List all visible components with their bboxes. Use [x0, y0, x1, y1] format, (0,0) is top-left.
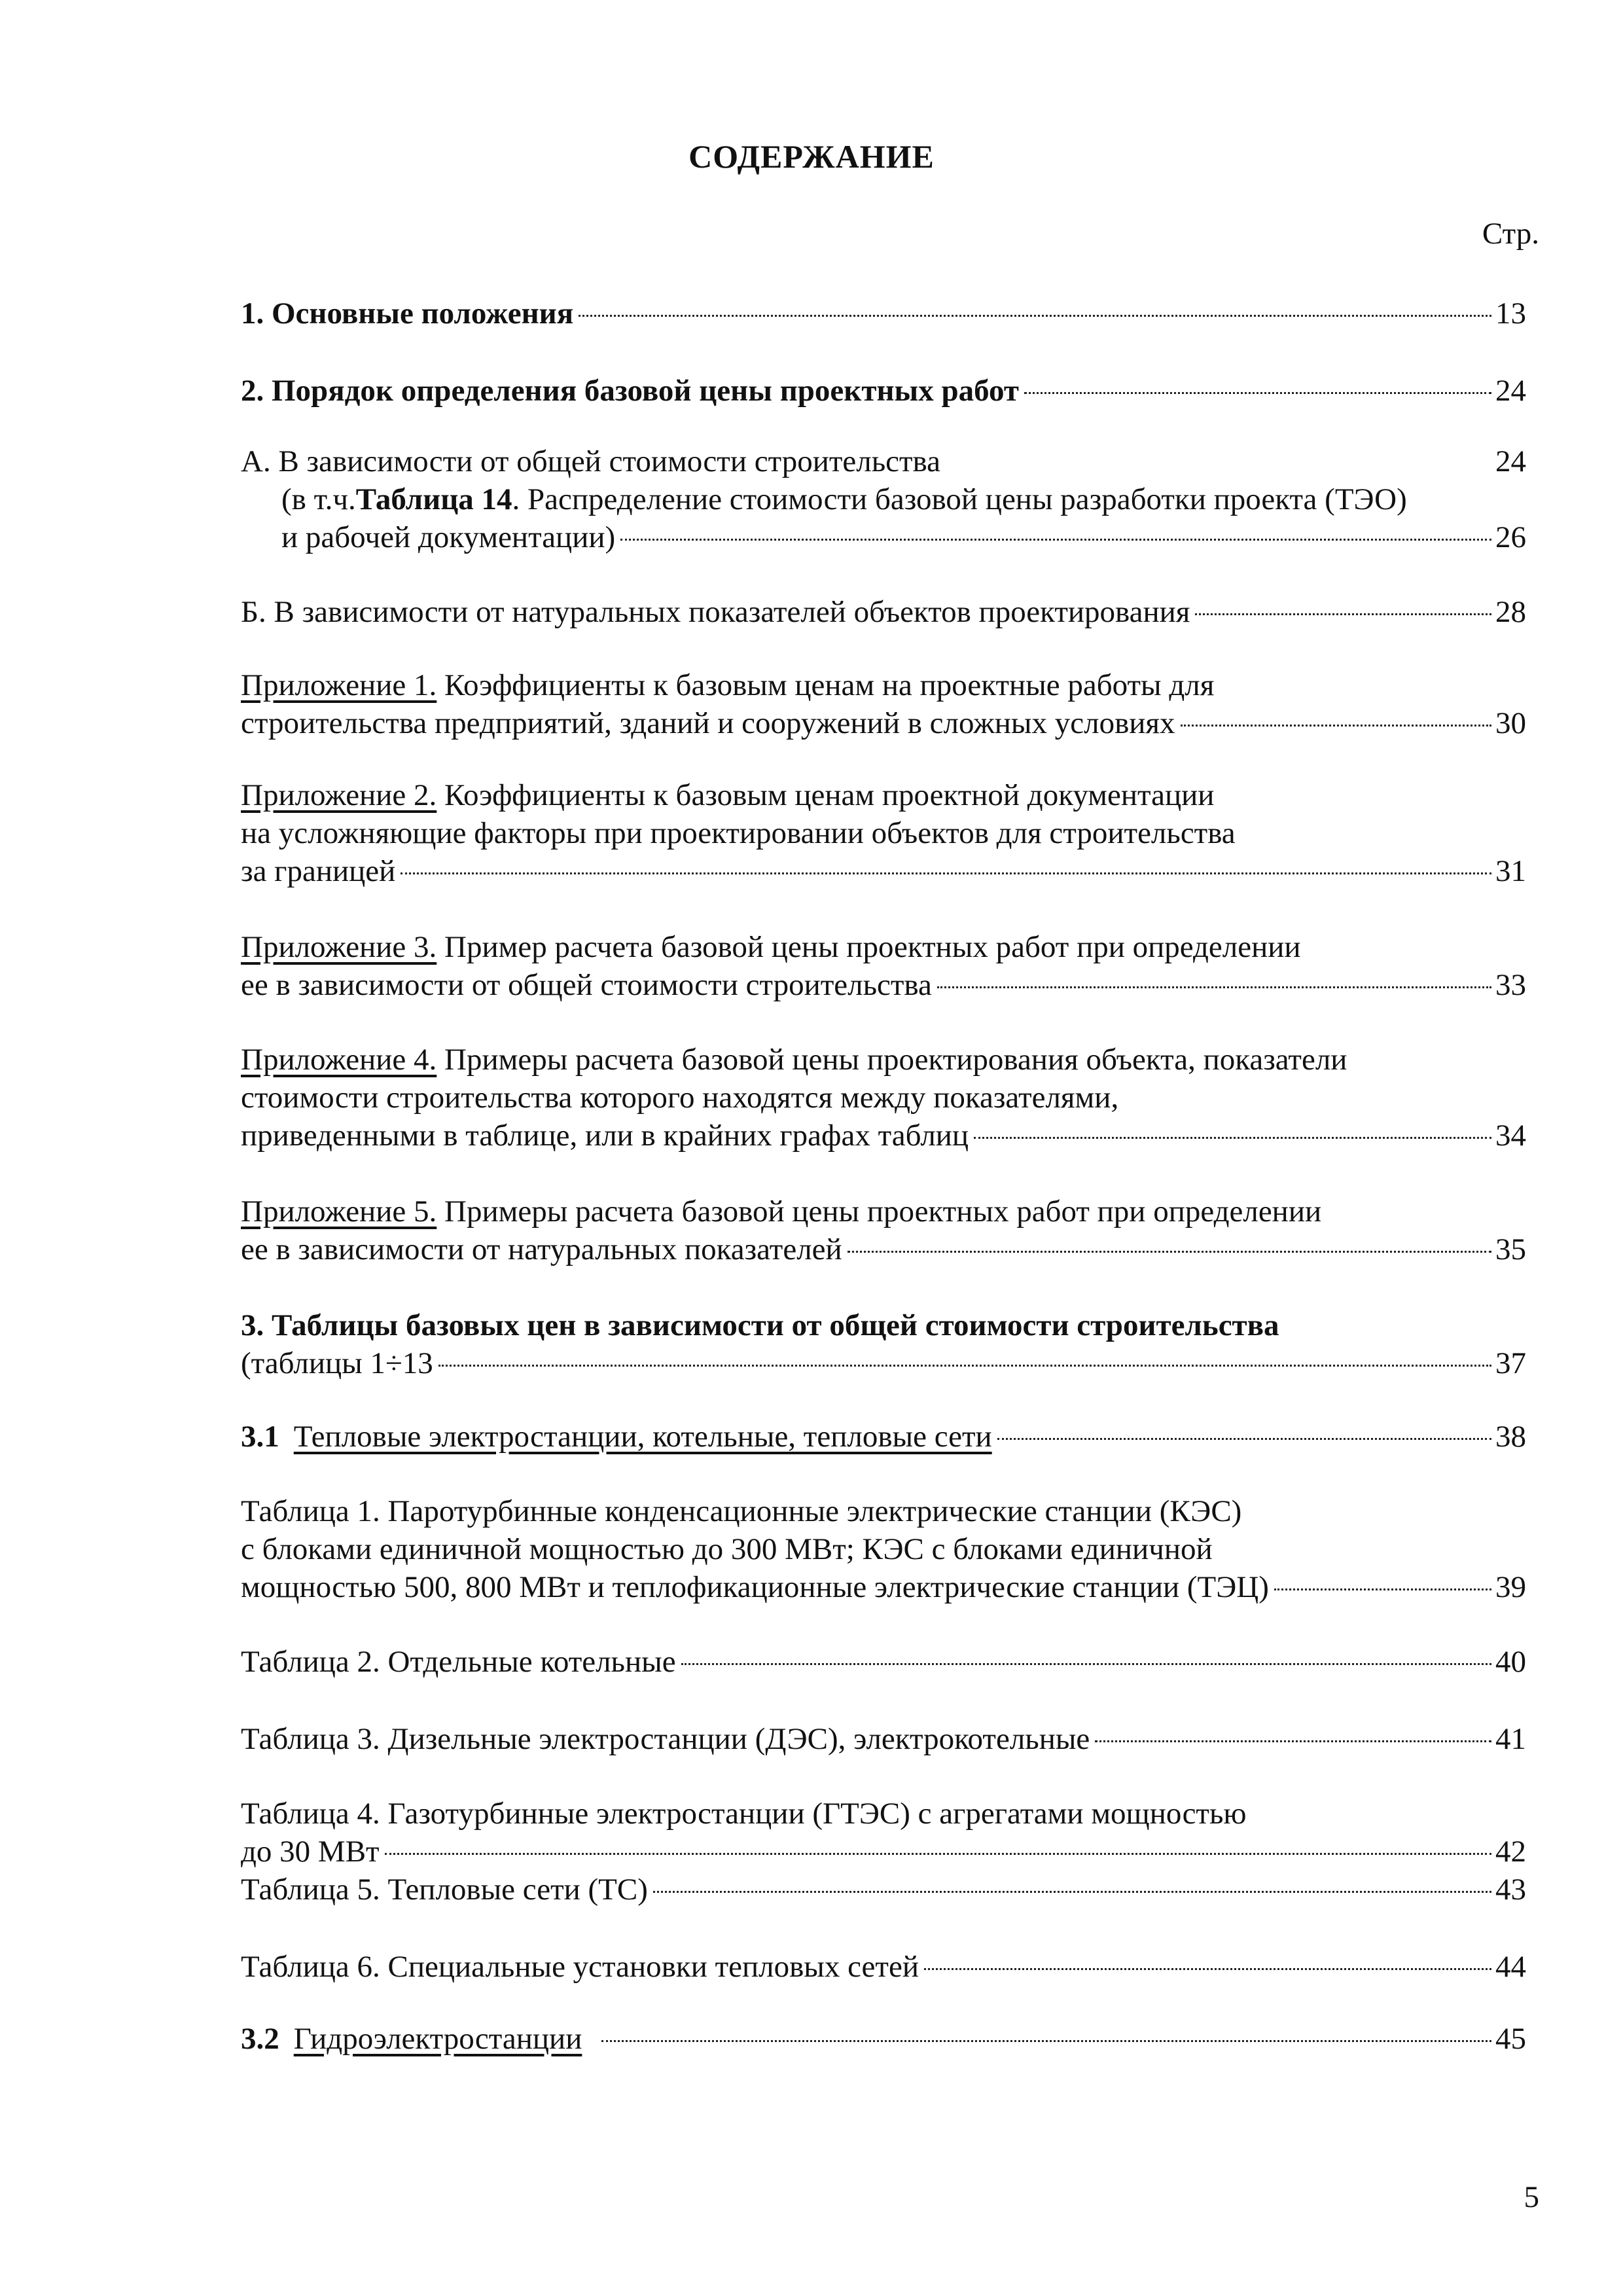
dot-leader [401, 872, 1491, 874]
toc-entry-b[interactable] [241, 593, 1526, 631]
toc-appendix-2[interactable]: Приложение 2. Коэффициенты к базовым ценам проектной документации [241, 778, 1215, 812]
toc-page-number: 28 [1495, 595, 1526, 629]
appendix-link[interactable]: Приложение 2. [241, 778, 437, 812]
toc-page-number: 35 [1495, 1232, 1526, 1266]
page-number: 5 [1524, 2180, 1539, 2214]
toc-page-number: 40 [1495, 1645, 1526, 1679]
dot-leader [997, 1438, 1491, 1440]
appendix-link[interactable]: Приложение 5. [241, 1194, 437, 1229]
toc-section-3[interactable]: 3. Таблицы базовых цен в зависимости от общей стоимости строительства [241, 1308, 1279, 1342]
dot-leader [1274, 1588, 1491, 1590]
toc-subsection-3-1[interactable] [241, 1418, 1526, 1456]
toc-entry-text: 1. Основные положения [241, 296, 574, 331]
toc-page-number: 13 [1495, 296, 1526, 331]
dot-leader [579, 315, 1491, 317]
toc-appendix-4-line3[interactable]: приведенными в таблице, или в крайних графах таблиц 34 [241, 1117, 1526, 1155]
toc-page-number: 38 [1495, 1420, 1526, 1454]
toc-section-3-line2[interactable]: (таблицы 1÷13 37 [241, 1344, 1526, 1382]
appendix-link[interactable]: Приложение 1. [241, 668, 437, 702]
toc-table-6[interactable]: Таблица 6. Специальные установки тепловых сетей 44 [241, 1948, 1526, 1986]
toc-entry-1[interactable] [241, 295, 1526, 332]
appendix-link[interactable]: Приложение 4. [241, 1043, 437, 1077]
dot-leader [1195, 613, 1491, 615]
toc-page-number: 30 [1495, 706, 1526, 740]
toc-appendix-5-line2[interactable]: ее в зависимости от натуральных показателей 35 [241, 1230, 1526, 1268]
dot-leader [438, 1365, 1491, 1367]
toc-page-number: 37 [1495, 1346, 1526, 1380]
toc-table-1-line2: с блоками единичной мощностью до 300 МВт; КЭС с блоками единичной [241, 1532, 1213, 1566]
toc-page-number: 42 [1495, 1835, 1526, 1869]
dot-leader [937, 986, 1491, 988]
section-link[interactable]: Гидроэлектростанции [293, 2022, 582, 2056]
toc-appendix-4[interactable]: Приложение 4. Примеры расчета базовой цены проектирования объекта, показатели [241, 1043, 1347, 1077]
toc-entry-text: 2. Порядок определения базовой цены проектных работ [241, 374, 1019, 408]
toc-page-number: 31 [1495, 854, 1526, 888]
dot-leader [620, 539, 1491, 541]
toc-appendix-2-line3[interactable]: за границей 31 [241, 852, 1526, 890]
toc-page-number: 45 [1495, 2022, 1526, 2056]
table-ref: Таблица 14 [355, 482, 512, 516]
toc-page-number: 24 [1495, 374, 1526, 408]
toc-subsection-3-2[interactable] [241, 2020, 1526, 2058]
toc-page-number: 26 [1495, 520, 1526, 554]
toc-appendix-1-line2[interactable]: строительства предприятий, зданий и сооружений в сложных условиях 30 [241, 704, 1526, 742]
toc-page-number: 34 [1495, 1119, 1526, 1153]
dot-leader [681, 1663, 1491, 1665]
toc-page-number: 43 [1495, 1873, 1526, 1907]
section-number: 3.2 [241, 2022, 279, 2056]
toc-appendix-3-line2[interactable]: ее в зависимости от общей стоимости строительства 33 [241, 966, 1526, 1004]
toc-appendix-3[interactable]: Приложение 3. Пример расчета базовой цены проектных работ при определении [241, 930, 1301, 964]
toc-table-1[interactable]: Таблица 1. Паротурбинные конденсационные электрические станции (КЭС) [241, 1494, 1242, 1528]
toc-table-4-line2[interactable]: до 30 МВт 42 [241, 1833, 1526, 1871]
toc-entry-a[interactable] [241, 442, 1526, 480]
toc-table-4[interactable]: Таблица 4. Газотурбинные электростанции (ГТЭС) с агрегатами мощностью [241, 1797, 1247, 1831]
toc-table-2[interactable]: Таблица 2. Отдельные котельные 40 [241, 1643, 1526, 1681]
toc-page-number: 41 [1495, 1722, 1526, 1756]
page-title: СОДЕРЖАНИЕ [688, 138, 935, 175]
dot-leader [924, 1968, 1491, 1970]
dot-leader [1181, 725, 1491, 726]
toc-page-number: 39 [1495, 1570, 1526, 1604]
toc-entry-a-line2: (в т.ч.Таблица 14. Распределение стоимости базовой цены разработки проекта (ТЭО) [281, 482, 1407, 516]
toc-table-1-line3[interactable]: мощностью 500, 800 МВт и теплофикационные электрические станции (ТЭЦ) 39 [241, 1568, 1526, 1606]
dot-leader [974, 1137, 1491, 1139]
toc-appendix-1[interactable]: Приложение 1. Коэффициенты к базовым ценам на проектные работы для [241, 668, 1215, 702]
toc-page-number: 44 [1495, 1950, 1526, 1984]
section-link[interactable]: Тепловые электростанции, котельные, тепловые сети [293, 1420, 992, 1454]
toc-entry-text: А. В зависимости от общей стоимости строительства [241, 444, 940, 478]
toc-entry-2[interactable] [241, 372, 1526, 410]
dot-leader [847, 1251, 1491, 1253]
toc-page-number: 24 [1495, 444, 1526, 478]
dot-leader [601, 2040, 1491, 2042]
appendix-link[interactable]: Приложение 3. [241, 930, 437, 964]
toc-page-number: 33 [1495, 968, 1526, 1002]
toc-table-3[interactable]: Таблица 3. Дизельные электростанции (ДЭС), электрокотельные 41 [241, 1720, 1526, 1758]
dot-leader [1024, 392, 1491, 394]
toc-appendix-2-line2: на усложняющие факторы при проектировании объектов для строительства [241, 816, 1236, 850]
dot-leader [1095, 1740, 1491, 1742]
dot-leader [385, 1853, 1491, 1855]
toc-table-5[interactable]: Таблица 5. Тепловые сети (ТС) 43 [241, 1871, 1526, 1909]
toc-entry-a-line3[interactable]: и рабочей документации) 26 [281, 518, 1526, 556]
toc-appendix-4-line2: стоимости строительства которого находятся между показателями, [241, 1081, 1119, 1115]
toc-appendix-5[interactable]: Приложение 5. Примеры расчета базовой цены проектных работ при определении [241, 1194, 1322, 1229]
section-number: 3.1 [241, 1420, 279, 1454]
page-column-header: Стр. [1482, 217, 1539, 251]
dot-leader [653, 1891, 1491, 1893]
toc-entry-text: Б. В зависимости от натуральных показателей объектов проектирования [241, 595, 1190, 629]
